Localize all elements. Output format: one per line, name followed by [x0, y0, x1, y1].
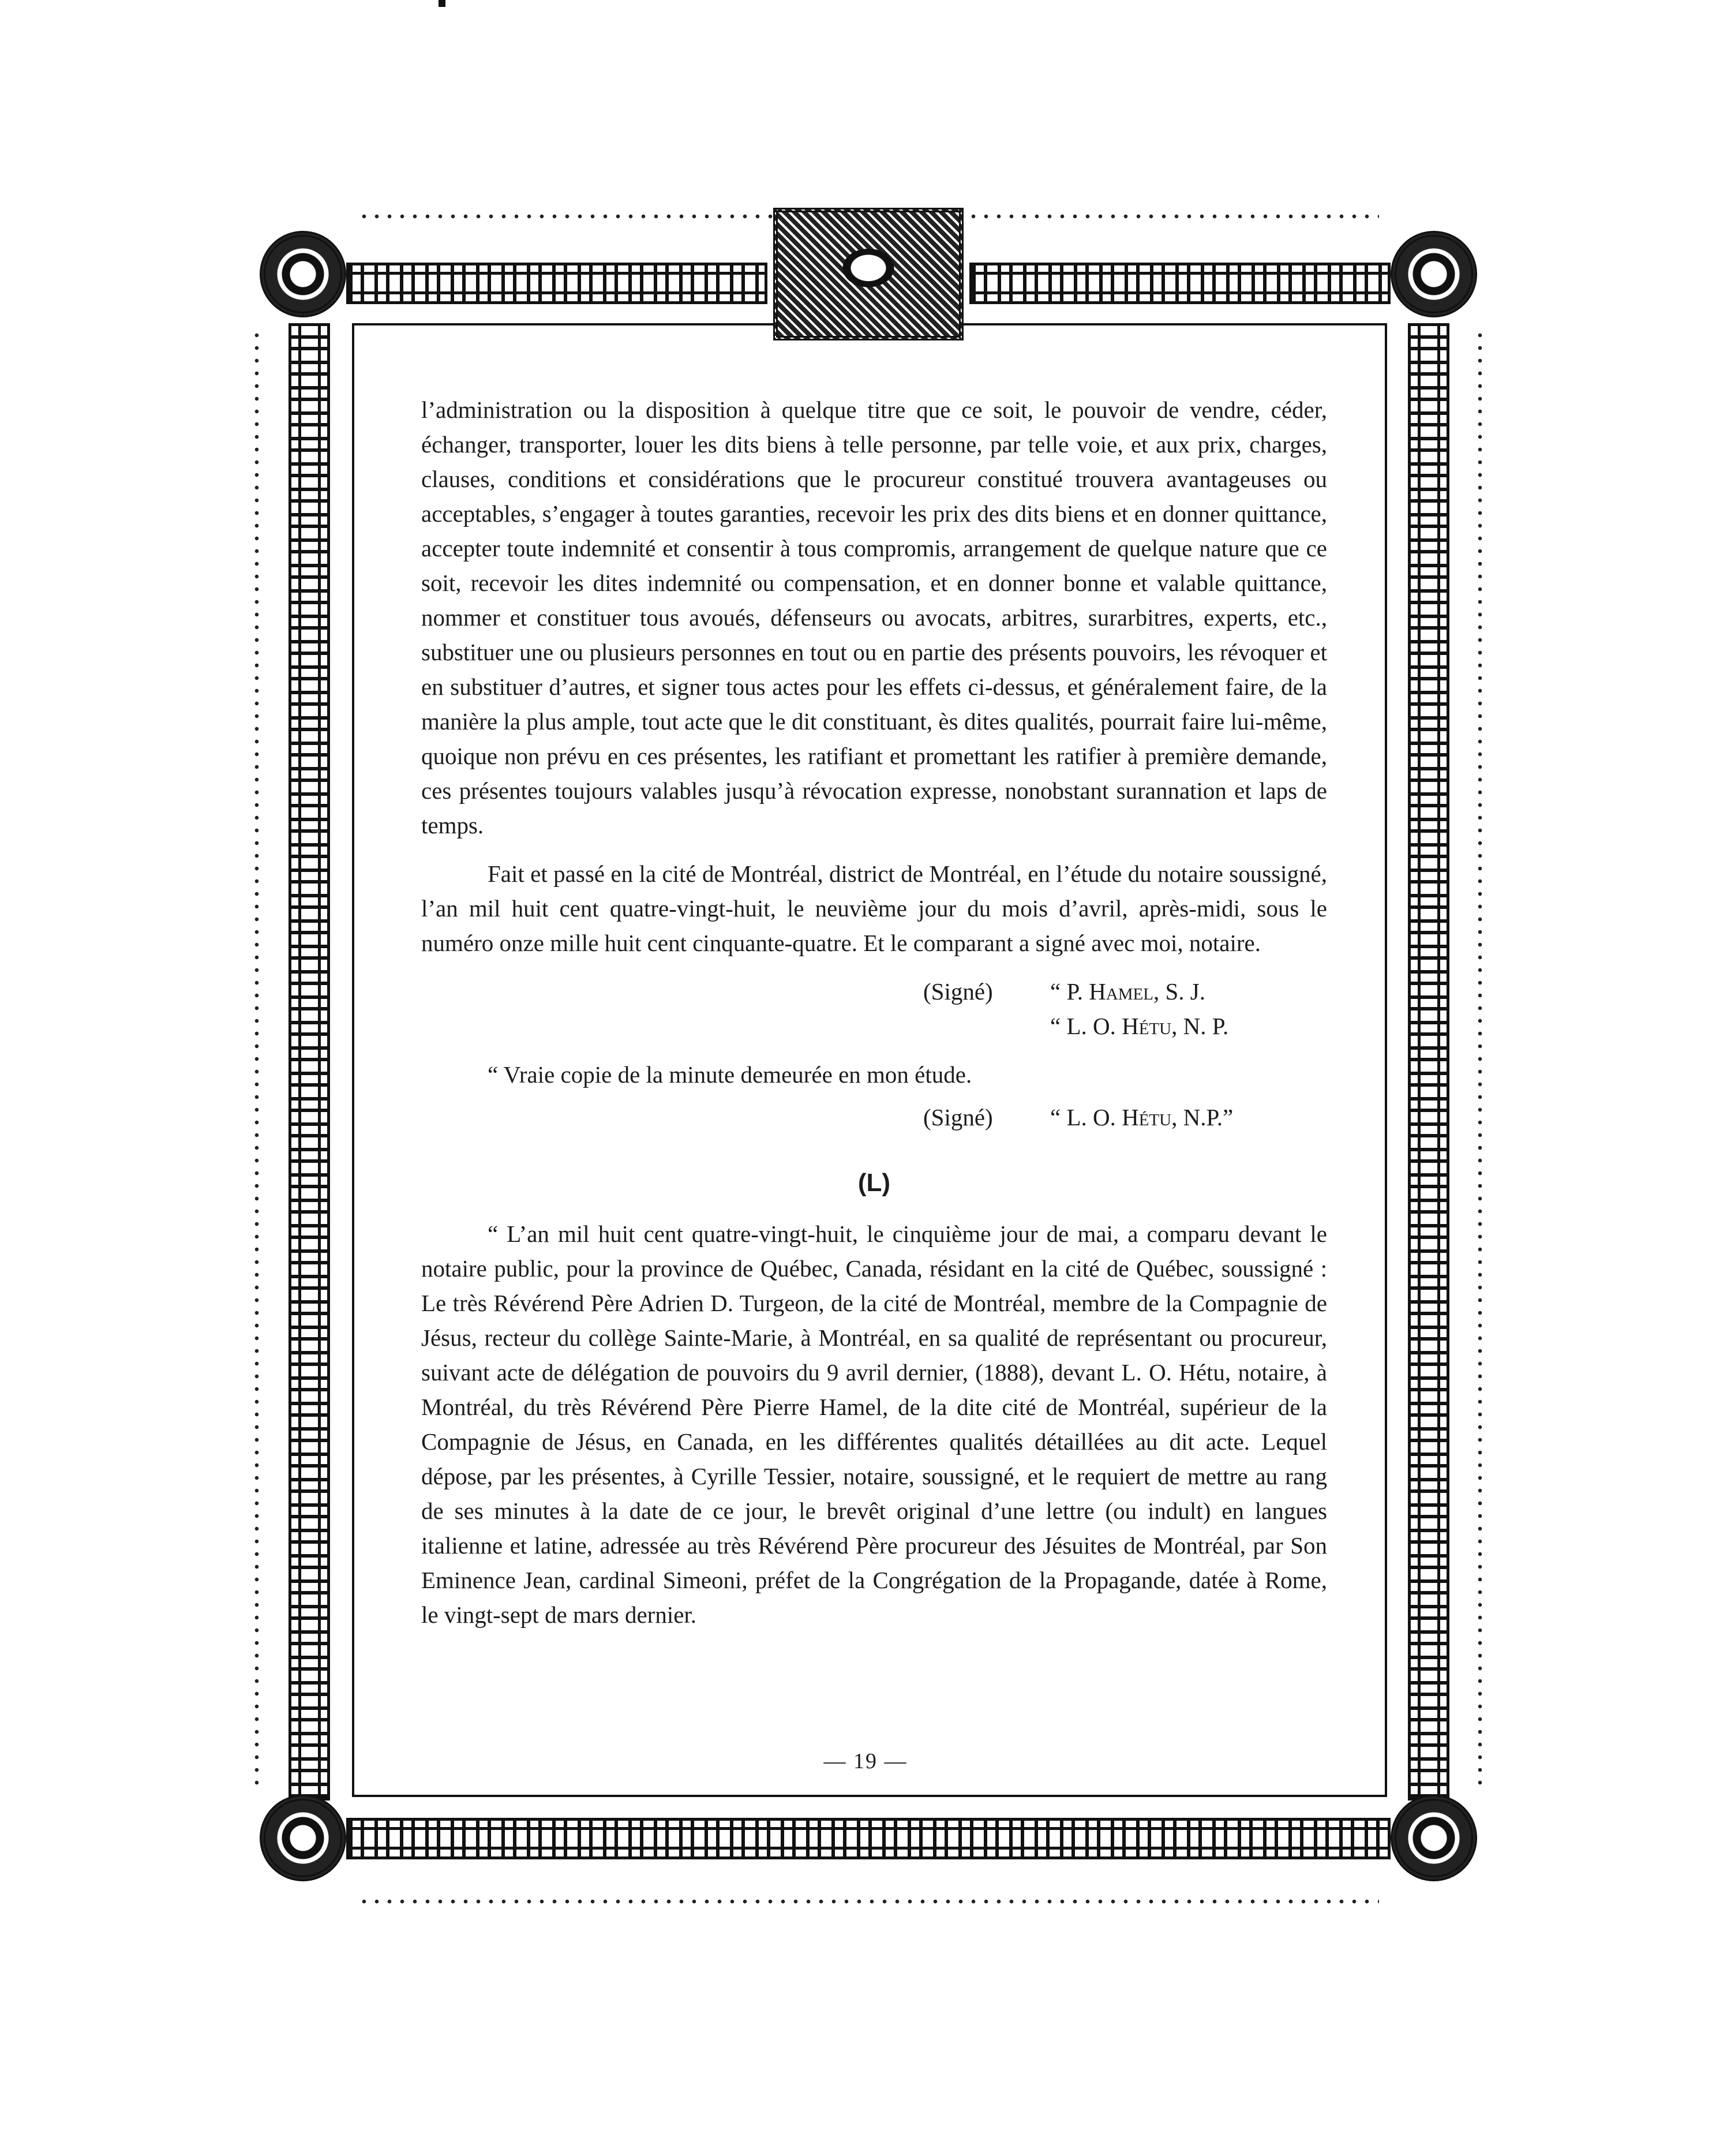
page-number: — 19 — [823, 1749, 908, 1773]
left-key-band [288, 323, 330, 1801]
signatory-name: “ P. Hamel, S. J. [1050, 978, 1205, 1005]
corner-medallion-top-left [260, 231, 346, 317]
right-key-band [1408, 323, 1449, 1801]
bottom-key-band [346, 1818, 1391, 1859]
left-dotted-edge [254, 329, 260, 1789]
signature-label: (Signé) [923, 1104, 993, 1131]
copy-note: “ Vraie copie de la minute demeurée en mon étude. [488, 1061, 972, 1088]
inner-right-rule [1385, 323, 1387, 1797]
section-letter: (L) [857, 1169, 891, 1197]
inner-bottom-rule [352, 1795, 1385, 1797]
top-key-band-right [969, 263, 1391, 304]
right-dotted-edge [1477, 329, 1483, 1789]
signature-block [421, 1100, 1327, 1135]
madonna-cartouche-illustration [773, 208, 964, 340]
corner-medallion-bottom-right [1391, 1795, 1477, 1881]
corner-medallion-top-right [1391, 231, 1477, 317]
signatory-name: “ L. O. Hétu, N.P.” [1050, 1104, 1234, 1131]
document-body [421, 392, 1327, 1632]
signatory-name: “ L. O. Hétu, N. P. [1050, 1013, 1229, 1039]
body-paragraph: Fait et passé en la cité de Montréal, district de Montréal, en l’étude du notaire soussigné, l’an mil huit cent quatre-vingt-huit, le neuvième jour du mois d’avril, après-midi, sous le numéro onze mille huit cent cinquante-quatre. Et le comparant a signé avec moi, notaire. [421, 860, 1327, 956]
top-key-band-left [346, 263, 767, 304]
inner-left-rule [352, 323, 354, 1797]
body-paragraph: “ L’an mil huit cent quatre-vingt-huit, le cinquième jour de mai, a comparu devant le notaire public, pour la province de Québec, Canada, résidant en la cité de Québec, soussigné : Le très Révérend Père Adrien D. Turgeon, de la cité de Montréal, membre de la Compagnie de Jésus, recteur du collège Sainte-Marie, à Montréal, en sa qualité de représentant ou procureur, suivant acte de délégation de pouvoirs du 9 avril dernier, (1888), devant L. O. Hétu, notaire, à Montréal, du très Révérend Père Pierre Hamel, de la dite cité de Montréal, supérieur de la Compagnie de Jésus, en Canada, en les différentes qualités détaillées au dit acte. Lequel dépose, par les présentes, à Cyrille Tessier, notaire, soussigné, et le requiert de mettre au rang de ses minutes à la date de ce jour, le brevêt original d’une lettre (ou indult) en langues italienne et latine, adressée au très Révérend Père procureur des Jésuites de Montréal, par Son Eminence Jean, cardinal Simeoni, préfet de la Congrégation de la Propagande, datée à Rome, le vingt-sept de mars dernier. [421, 1221, 1327, 1628]
bottom-dotted-edge [358, 1899, 1379, 1904]
corner-medallion-bottom-left [260, 1795, 346, 1881]
signature-label: (Signé) [923, 978, 993, 1005]
body-paragraph: l’administration ou la disposition à quelque titre que ce soit, le pouvoir de vendre, céder, échanger, transporter, louer les dits biens à telle personne, par telle voie, et aux prix, charges, clauses, conditions et considérations que le procureur constitué trouvera avantageuses ou acceptables, s’engager à toutes garanties, recevoir les prix des dits biens et en donner quittance, accepter toute indemnité et consentir à tous compromis, arrangement de quelque nature que ce soit, recevoir les dites indemnité ou compensation, et en donner bonne et valable quittance, nommer et constituer tous avoués, défenseurs ou avocats, arbitres, surarbitres, experts, etc., substituer une ou plusieurs personnes en tout ou en partie des présents pouvoirs, les révoquer et en substituer d’autres, et signer tous actes pour les effets ci-dessus, et généralement faire, de la manière la plus ample, tout acte que le dit constituant, ès dites qualités, pourrait faire lui-même, quoique non prévu en ces présentes, les ratifiant et promettant les ratifier à première demande, ces présentes toujours valables jusqu’à révocation expresse, nonobstant surannation et laps de temps. [421, 396, 1327, 839]
signature-block [421, 974, 1327, 1043]
scan-mark [439, 0, 445, 7]
